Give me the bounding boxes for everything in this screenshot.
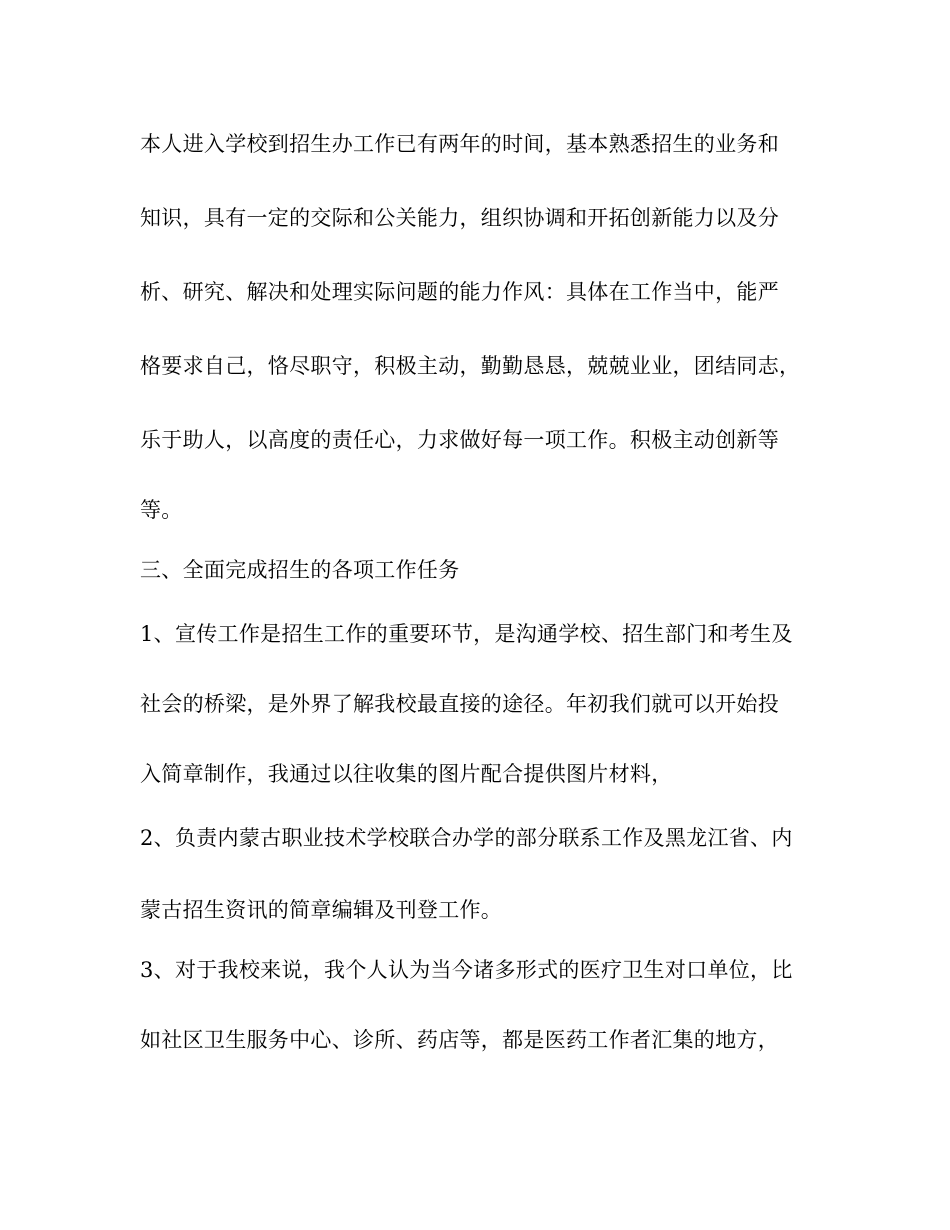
text-line: 2、负责内蒙古职业技术学校联合办学的部分联系工作及黑龙江省、内 <box>140 826 793 850</box>
text-line: 社会的桥梁，是外界了解我校最直接的途径。年初我们就可以开始投 <box>140 692 779 716</box>
text-line: 3、对于我校来说，我个人认为当今诸多形式的医疗卫生对口单位，比 <box>140 958 793 982</box>
text-line: 蒙古招生资讯的简章编辑及刊登工作。 <box>140 898 503 922</box>
text-line: 格要求自己，恪尽职守，积极主动，勤勤恳恳，兢兢业业，团结同志， <box>140 354 801 378</box>
text-line: 入简章制作，我通过以往收集的图片配合提供图片材料， <box>140 762 673 786</box>
text-line: 本人进入学校到招生办工作已有两年的时间，基本熟悉招生的业务和 <box>140 132 779 156</box>
text-line: 析、研究、解决和处理实际问题的能力作风：具体在工作当中，能严 <box>140 280 779 304</box>
text-line: 乐于助人，以高度的责任心，力求做好每一项工作。积极主动创新等 <box>140 428 779 452</box>
text-line: 知识，具有一定的交际和公关能力，组织协调和开拓创新能力以及分 <box>140 206 779 230</box>
text-line: 1、宣传工作是招生工作的重要环节，是沟通学校、招生部门和考生及 <box>140 622 793 646</box>
section-heading: 三、全面完成招生的各项工作任务 <box>140 558 460 582</box>
text-line: 如社区卫生服务中心、诊所、药店等，都是医药工作者汇集的地方， <box>140 1028 779 1052</box>
text-line: 等。 <box>140 498 183 522</box>
